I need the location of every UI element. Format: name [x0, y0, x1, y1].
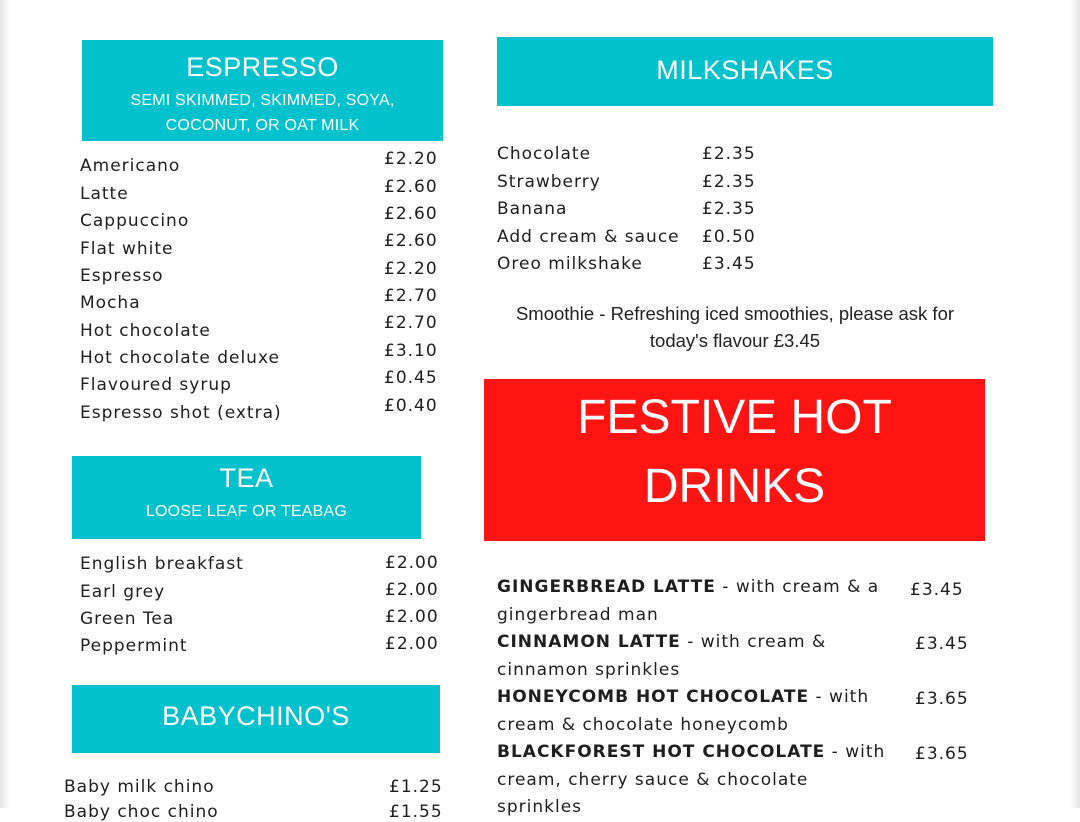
page-edge-left	[0, 0, 10, 808]
festive-item-price: £3.45	[910, 580, 964, 600]
festive-item-name: HONEYCOMB HOT CHOCOLATE	[497, 687, 810, 707]
festive-item-price: £3.65	[915, 689, 969, 709]
espresso-item-name: Espresso	[80, 266, 164, 286]
smoothie-note	[497, 300, 973, 354]
espresso-header	[82, 40, 443, 141]
festive-item-price: £3.65	[915, 744, 969, 764]
festive-item-desc: - with cream & a gingerbread man	[497, 577, 880, 625]
festive-title-line2: DRINKS	[643, 460, 826, 513]
festive-item	[497, 574, 897, 629]
tea-item-price: £2.00	[385, 553, 439, 573]
espresso-item-price: £2.20	[384, 149, 438, 169]
milkshake-item-price: £0.50	[702, 227, 756, 247]
tea-item-price: £2.00	[385, 634, 439, 654]
tea-subtitle: LOOSE LEAF OR TEABAG	[145, 503, 348, 520]
milkshake-item-name: Add cream & sauce	[497, 227, 680, 247]
milkshake-item-price: £2.35	[702, 144, 756, 164]
babychino-header	[72, 685, 440, 753]
tea-item-name: Green Tea	[80, 609, 175, 629]
milkshake-item-name: Chocolate	[497, 144, 592, 164]
milkshake-item-price: £2.35	[702, 172, 756, 192]
tea-item-price: £2.00	[385, 580, 439, 600]
festive-item-price: £3.45	[915, 634, 969, 654]
babychino-item-name: Baby milk chino	[64, 777, 215, 797]
festive-item-desc: - with cream, cherry sauce & chocolate sprinkles	[497, 742, 886, 817]
festive-item	[497, 684, 897, 739]
festive-item-desc: - with cream & cinnamon sprinkles	[497, 632, 827, 680]
espresso-item-name: Espresso shot (extra)	[80, 403, 282, 423]
espresso-item-price: £0.40	[384, 396, 438, 416]
milkshake-item-price: £2.35	[702, 199, 756, 219]
festive-item-name: BLACKFOREST HOT CHOCOLATE	[497, 742, 826, 762]
festive-item	[497, 739, 897, 822]
page-edge-right	[1070, 0, 1080, 808]
espresso-item-price: £2.60	[384, 177, 438, 197]
smoothie-note-line1: Smoothie - Refreshing iced smoothies, please ask for	[515, 303, 955, 324]
tea-item-name: Peppermint	[80, 636, 188, 656]
babychino-item-name: Baby choc chino	[64, 802, 219, 822]
espresso-item-name: Cappuccino	[80, 211, 190, 231]
milkshakes-header	[497, 37, 993, 106]
babychino-item-price: £1.55	[389, 802, 443, 822]
espresso-item-name: Mocha	[80, 293, 141, 313]
espresso-item-name: Flat white	[80, 239, 174, 259]
babychino-title: BABYCHINO'S	[162, 701, 350, 731]
espresso-subtitle-line1: SEMI SKIMMED, SKIMMED, SOYA,	[130, 92, 395, 109]
festive-item-name: GINGERBREAD LATTE	[497, 577, 716, 597]
espresso-item-price: £2.70	[384, 313, 438, 333]
festive-item-name: CINNAMON LATTE	[497, 632, 681, 652]
smoothie-note-line2: today's flavour £3.45	[649, 330, 821, 351]
milkshake-item-name: Strawberry	[497, 172, 601, 192]
espresso-item-price: £3.10	[384, 341, 438, 361]
festive-title-line1: FESTIVE HOT	[577, 391, 892, 444]
espresso-item-name: Flavoured syrup	[80, 375, 232, 395]
espresso-item-price: £2.60	[384, 231, 438, 251]
espresso-title: ESPRESSO	[186, 52, 339, 82]
espresso-item-price: £2.60	[384, 204, 438, 224]
tea-item-price: £2.00	[385, 607, 439, 627]
espresso-item-price: £2.20	[384, 259, 438, 279]
espresso-item-name: Hot chocolate	[80, 321, 211, 341]
festive-header	[484, 379, 985, 541]
espresso-item-name: Hot chocolate deluxe	[80, 348, 280, 368]
espresso-item-name: Latte	[80, 184, 129, 204]
tea-item-name: Earl grey	[80, 582, 166, 602]
espresso-subtitle-line2: COCONUT, OR OAT MILK	[165, 117, 360, 134]
milkshake-item-name: Banana	[497, 199, 568, 219]
milkshake-item-name: Oreo milkshake	[497, 254, 643, 274]
festive-item	[497, 629, 897, 684]
tea-header	[72, 456, 421, 539]
espresso-item-price: £0.45	[384, 368, 438, 388]
milkshakes-title: MILKSHAKES	[656, 55, 834, 85]
babychino-item-price: £1.25	[389, 777, 443, 797]
espresso-item-name: Americano	[80, 156, 181, 176]
espresso-item-price: £2.70	[384, 286, 438, 306]
tea-item-name: English breakfast	[80, 554, 244, 574]
festive-item-desc: - with cream & chocolate honeycomb	[497, 687, 870, 735]
milkshake-item-price: £3.45	[702, 254, 756, 274]
tea-title: TEA	[219, 463, 274, 493]
